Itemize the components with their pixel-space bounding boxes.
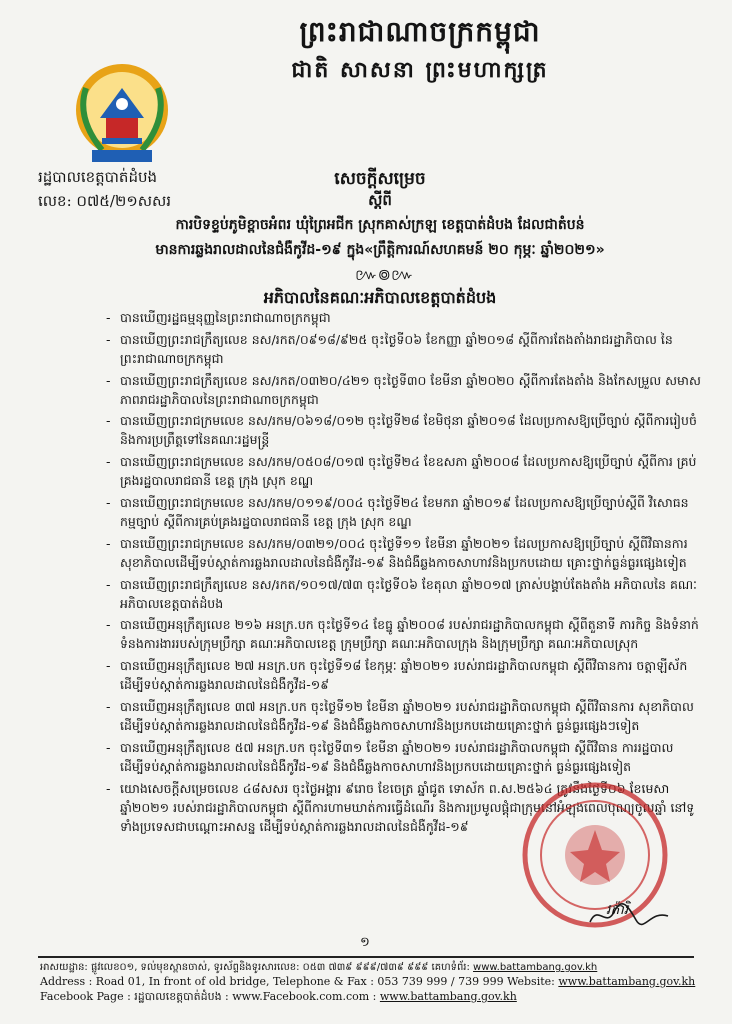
recital-item: - បានឃើញព្រះរាជក្រមលេខ នស/រកម/០៣២១/០០៤ ចុះថ្ងៃទី១១ ខែមីនា ឆ្នាំ២០២១ ដែលប្រកាសឱ្យប្រើច្បាប់ ស្តីពីវិធានការសុខាភិបាលដើម្បីទប់ស្កាត់ការឆ្លងរាលដាលនៃជំងឺកូវីដ-១៩ និងជំងឺឆ្លងកាចសាហាវនិងប្រកបដោយ គ្រោះថ្នាក់ធ្ងន់ធ្ងរផ្សេងទៀត bbox=[106, 535, 688, 570]
recital-item: - បានឃើញព្រះរាជក្រឹត្យលេខ នស/រកត/០៣២០/៤២១ ចុះថ្ងៃទី៣០ ខែមីនា ឆ្នាំ២០២០ ស្តីពីការតែងតាំង និងកែសម្រួល សមាសភាពរាជរដ្ឋាភិបាលនៃព្រះរាជាណាចក្រកម្ពុជា bbox=[106, 372, 701, 407]
document-type: សេចក្តីសម្រេច bbox=[334, 169, 426, 189]
signature-name: រត៉ារិ bbox=[606, 902, 629, 918]
footer-website-link[interactable]: www.battambang.gov.kh bbox=[473, 962, 598, 973]
national-motto: ជាតិ សាសនា ព្រះមហាក្សត្រ bbox=[291, 57, 549, 83]
recital-item: - បានឃើញអនុក្រឹត្យលេខ ២៧ អនក្រ.បក ចុះថ្ងៃទី១៨ ខែកុម្ភៈ ឆ្នាំ២០២១ របស់រាជរដ្ឋាភិបាលកម្ពុជា ស្តីពីវិធានការ ចត្តាឡីស័ក ដើម្បីទប់ស្កាត់ការឆ្លងរាលដាលនៃជំងឺកូវីដ-១៩ bbox=[106, 658, 688, 693]
signature-icon bbox=[588, 902, 670, 928]
footer-website-link-2[interactable]: www.battambang.gov.kh bbox=[558, 975, 696, 988]
recital-item: - បានឃើញអនុក្រឹត្យលេខ ៣៧ អនក្រ.បក ចុះថ្ងៃទី១២ ខែមីនា ឆ្នាំ២០២១ របស់រាជរដ្ឋាភិបាលកម្ពុជា ស្តីពីវិធានការ សុខាភិបាល ដើម្បីទប់ស្កាត់ការឆ្លងរាលដាលនៃជំងឺកូវីដ-១៩ និងជំងឺឆ្លងកាចសាហាវនិងប្រកបដោយគ្រោះថ្នាក់ ធ្ងន់ធ្ងរផ្សេងៗទៀត bbox=[106, 698, 694, 733]
provincial-emblem-icon bbox=[72, 58, 172, 168]
footer-address-kh: អាសយដ្ឋាន: ផ្លូវលេខ០១, ទល់មុខស្ពានចាស់, ទូរស័ព្ទនិងទូរសារលេខ: ០៥៣ ៧៣៩ ៩៩៩/៧៣៩ ៩៩៩ គេហទំព័រ: www.battambang.gov.kh bbox=[40, 962, 598, 973]
recital-item: - បានឃើញព្រះរាជក្រមលេខ នស/រកម/០១១៩/០០៤ ចុះថ្ងៃទី២៤ ខែមករា ឆ្នាំ២០១៩ ដែលប្រកាសឱ្យប្រើច្បាប់ស្តីពី វិសោធនកម្មច្បាប់ ស្តីពីការគ្រប់គ្រងរដ្ឋបាលរាជធានី ខេត្ត ក្រុង ស្រុក ខណ្ឌ bbox=[106, 494, 689, 529]
subject-label: ស្តីពី bbox=[368, 191, 392, 209]
ornament-divider: ៚៙៚ bbox=[355, 265, 414, 284]
recital-item: - បានឃើញព្រះរាជក្រមលេខ នស/រកម/០៥០៨/០១៧ ចុះថ្ងៃទី២៤ ខែឧសភា ឆ្នាំ២០០៨ ដែលប្រកាសឱ្យប្រើច្បាប់ ស្តីពីការ គ្រប់គ្រងរដ្ឋបាលរាជធានី ខេត្ត ក្រុង ស្រុក ខណ្ឌ bbox=[106, 454, 697, 489]
kingdom-title: ព្រះរាជាណាចក្រកម្ពុជា bbox=[299, 15, 541, 48]
recital-item: - បានឃើញអនុក្រឹត្យលេខ ២១៦ អនក្រ.បក ចុះថ្ងៃទី១៤ ខែធ្នូ ឆ្នាំ២០០៨ របស់រាជរដ្ឋាភិបាលកម្ពុជា ស្តីពីតួនាទី ភារកិច្ច និងទំនាក់ទំនងការងាររបស់ក្រុមប្រឹក្សា គណៈអភិបាលខេត្ត ក្រុមប្រឹក្សា គណៈអភិបាលក្រុង និងក្រុមប្រឹក្សា គណៈអភិបាលស្រុក bbox=[106, 617, 699, 652]
footer-facebook-link[interactable]: www.battambang.gov.kh bbox=[379, 990, 517, 1003]
reference-number: លេខ: ០៧៥/២១សសរ bbox=[38, 192, 172, 210]
footer-address-en: Address : Road 01, In front of old bridge, Telephone & Fax : 053 739 999 / 739 999 Website: www.battambang.gov.kh bbox=[40, 975, 696, 988]
recital-item: - បានឃើញព្រះរាជក្រឹត្យលេខ នស/រកត/១០១៧/៧៣ ចុះថ្ងៃទី០៦ ខែតុលា ឆ្នាំ២០១៧ ត្រាស់បង្គាប់តែងតាំង អភិបាលនៃ គណៈអភិបាលខេត្តបាត់ដំបង bbox=[106, 576, 697, 611]
recital-item: - បានឃើញព្រះរាជក្រមលេខ នស/រកម/០៦១៨/០១២ ចុះថ្ងៃទី២៨ ខែមិថុនា ឆ្នាំ២០១៨ ដែលប្រកាសឱ្យប្រើច្បាប់ ស្តីពីការរៀបចំ និងការប្រព្រឹត្តទៅនៃគណៈរដ្ឋមន្ត្រី bbox=[106, 413, 697, 448]
issuing-authority: អភិបាលនៃគណៈអភិបាលខេត្តបាត់ដំបង bbox=[263, 288, 497, 307]
recital-item: - យោងសេចក្តីសម្រេចលេខ ៤៨សសរ ចុះថ្ងៃអង្គារ ៩រោច ខែចេត្រ ឆ្នាំជូត ទោស័ក ព.ស.២៥៦៤ ត្រូវនឹងថ្ងៃទី០៦ ខែមេសា ឆ្នាំ២០២១ របស់រាជរដ្ឋាភិបាលកម្ពុជា ស្តីពីការហាមឃាត់ការធ្វើដំណើរ និងការប្រមូលផ្តុំជាក្រុមនៅអំឡុងពេលបុណ្យចូលឆ្នាំ នៅទូទាំងប្រទេសជាបណ្តោះអាសន្ន ដើម្បីទប់ស្កាត់ការឆ្លងរាលដាលនៃជំងឺកូវីដ-១៩ bbox=[106, 780, 695, 834]
issuing-organization: រដ្ឋបាលខេត្តបាត់ដំបង bbox=[38, 168, 158, 186]
document-title-line-2: មានការឆ្លងរាលដាលនៃជំងឺកូវីដ-១៩ ក្នុង«ព្រឹត្តិការណ៍សហគមន៍ ២០ កុម្ភៈ ឆ្នាំ២០២១» bbox=[155, 242, 605, 258]
recital-item: - បានឃើញព្រះរាជក្រឹត្យលេខ នស/រកត/០៩១៨/៩២៥ ចុះថ្ងៃទី០៦ ខែកញ្ញា ឆ្នាំ២០១៨ ស្តីពីការតែងតាំងរាជរដ្ឋាភិបាល នៃព្រះរាជាណាចក្រកម្ពុជា bbox=[106, 331, 673, 366]
recital-item: - បានឃើញអនុក្រឹត្យលេខ ៥៧ អនក្រ.បក ចុះថ្ងៃទី៣១ ខែមីនា ឆ្នាំ២០២១ របស់រាជរដ្ឋាភិបាលកម្ពុជា ស្តីពីវិធាន ការរដ្ឋបាលដើម្បីទប់ស្កាត់ការឆ្លងរាលដាលនៃជំងឺកូវីដ-១៩ និងជំងឺឆ្លងកាចសាហាវនិងប្រកបដោយគ្រោះថ្នាក់ ធ្ងន់ធ្ងរផ្សេងទៀត bbox=[106, 739, 674, 774]
document-title-line-1: ការបិទខ្ទប់ភូមិខ្ពាចអំពរ ឃុំព្រៃអជីក ស្រុកគាស់ក្រឡ ខេត្តបាត់ដំបង ដែលជាតំបន់ bbox=[175, 217, 585, 233]
page-number: ១ bbox=[360, 935, 370, 950]
footer-divider bbox=[38, 956, 694, 958]
recital-list bbox=[106, 308, 702, 838]
recital-item: - បានឃើញរដ្ឋធម្មនុញ្ញនៃព្រះរាជាណាចក្រកម្ពុជា bbox=[106, 310, 331, 325]
footer-facebook: Facebook Page : រដ្ឋបាលខេត្តបាត់ដំបង : www.Facebook.com.com : www.battambang.gov.kh bbox=[40, 990, 517, 1003]
